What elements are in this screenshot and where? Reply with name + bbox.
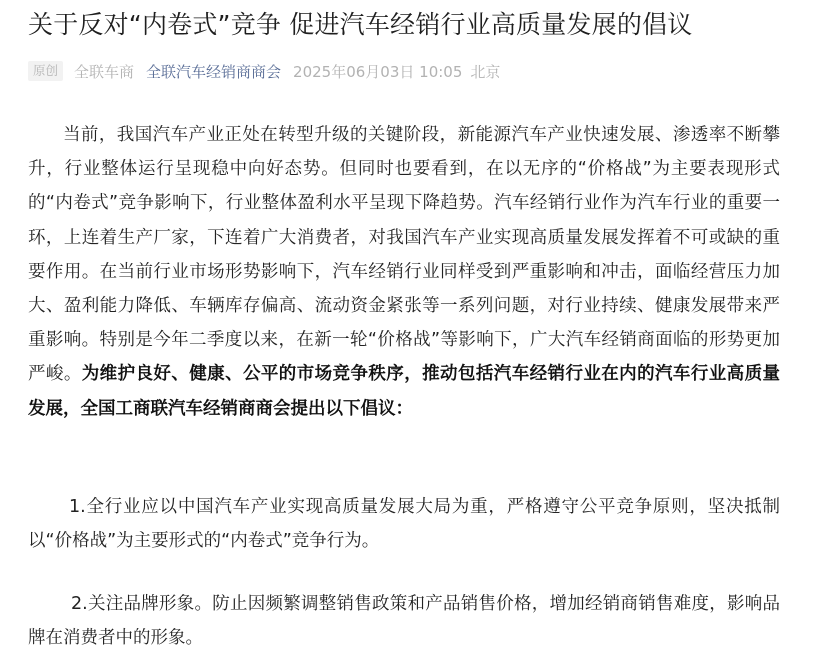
author-name: 全联车商 — [74, 62, 135, 81]
article-meta — [28, 58, 500, 84]
publish-location: 北京 — [470, 62, 501, 81]
original-badge: 原创 — [28, 61, 63, 81]
account-link[interactable]: 全联汽车经销商商会 — [146, 62, 282, 81]
proposal-item-2: 2.关注品牌形象。防止因频繁调整销售政策和产品销售价格，增加经销商销售难度，影响品牌在消费者中的形象。 — [28, 594, 780, 649]
intro-bold-text: 为维护良好、健康、公平的市场竞争秩序，推动包括汽车经销行业在内的汽车行业高质量发展，全国工商联汽车经销商商会提出以下倡议： — [28, 364, 781, 419]
proposal-item-1: 1.全行业应以中国汽车产业实现高质量发展大局为重，严格遵守公平竞争原则，坚决抵制以“价格战”为主要形式的“内卷式”竞争行为。 — [28, 497, 780, 552]
article-title: 关于反对“内卷式”竞争 促进汽车经销行业高质量发展的倡议 — [28, 10, 693, 39]
intro-text: 当前，我国汽车产业正处在转型升级的关键阶段，新能源汽车产业快速发展、渗透率不断攀升，行业整体运行呈现稳中向好态势。但同时也要看到，在以无序的“价格战”为主要表现形式的“内卷式”竞争影响下，行业整体盈利水平呈现下降趋势。汽车经销行业作为汽车行业的重要一环，上连着生产厂家，下连着广大消费者，对我国汽车产业实现高质量发展发挥着不可或缺的重要作用。在当前行业市场形势影响下，汽车经销行业同样受到严重影响和冲击，面临经营压力加大、盈利能力降低、车辆库存偏高、流动资金紧张等一系列问题，对行业持续、健康发展带来严重影响。特别是今年二季度以来，在新一轮“价格战”等影响下，广大汽车经销商面临的形势更加严峻。 — [28, 125, 780, 385]
intro-paragraph — [28, 118, 780, 426]
publish-datetime: 2025年06月03日 10:05 — [293, 62, 463, 81]
